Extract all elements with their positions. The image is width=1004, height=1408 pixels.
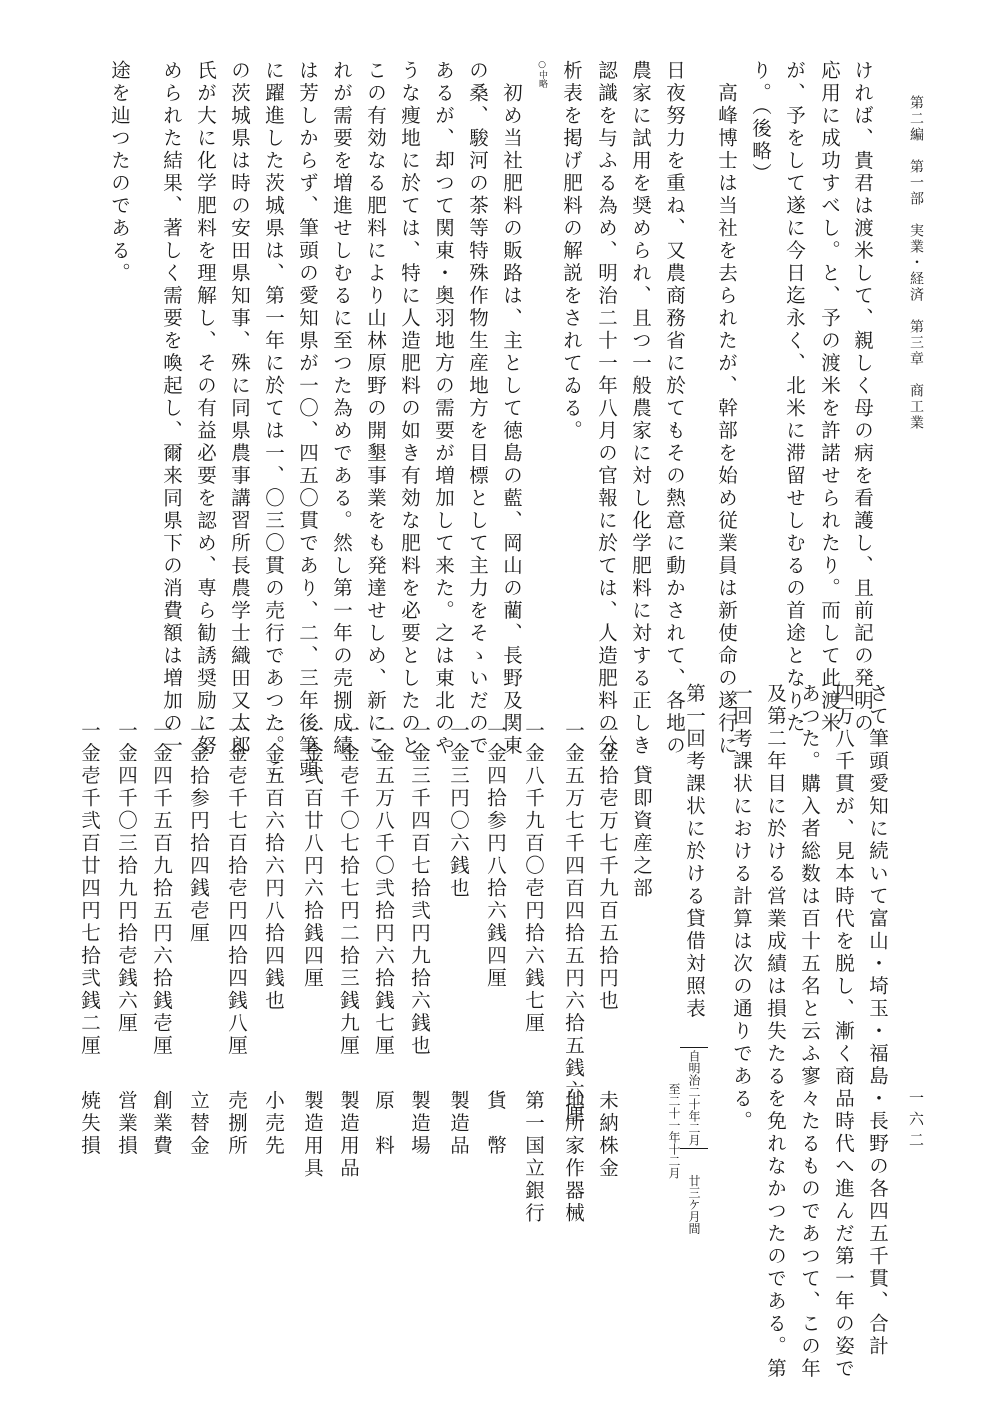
upper-line: あるが、却つて関東・奥羽地方の需要が増加して来た。之は東北のや [432, 60, 455, 758]
table-row-item: 地所家作器械 [562, 1090, 585, 1225]
upper-line: 日夜努力を重ね、又農商務省に於てもその熱意に動かされて、各地の [663, 60, 686, 758]
upper-line: 途を辿つたのである。 [108, 60, 131, 285]
table-row-amount: 一金壱千〇七拾七円二拾三銭九厘 [337, 720, 360, 1058]
upper-line: に躍進した茨城県は、第一年に於ては一、〇三〇貫の売行であつた。こ [262, 60, 285, 780]
upper-line: り。（後略） [749, 60, 772, 186]
running-header: 第二編 第一部 実業・経済 第三章 商工業 [908, 95, 924, 431]
upper-line: の桑、駿河の茶等特殊作物生産地方を目標として主力をそゝいだので [466, 60, 489, 758]
table-row-item: 製造用具 [301, 1090, 324, 1180]
table-row-item: 製造用品 [337, 1090, 360, 1180]
upper-line: められた結果、著しく需要を喚起し、爾来同県下の消費額は増加の一 [160, 60, 183, 758]
table-row-item: 未納株金 [596, 1090, 619, 1180]
upper-line: は芳しからず、筆頭の愛知県が一〇、四五〇貫であり、二、三年後筆頭 [296, 60, 319, 780]
table-row-amount: 一金三円〇六銭也 [447, 720, 470, 900]
upper-line: 初め当社肥料の販路は、主として徳島の藍、岡山の藺、長野及関東 [500, 60, 523, 758]
table-row-item: 営業損 [115, 1090, 138, 1158]
upper-line: 析表を掲げ肥料の解説をされてゐる。 [560, 60, 583, 443]
upper-line: うな痩地に於ては、特に人造肥料の如き有効な肥料を必要としたのと [398, 60, 421, 758]
omission-note: ○中略 [537, 60, 547, 88]
table-row-amount: 一金三千四百七拾弐円九拾六銭也 [408, 720, 431, 1058]
table-row-amount: 一金五万七千四百四拾五円六拾五銭六厘 [562, 720, 585, 1125]
table-row-item: 製造場 [408, 1090, 431, 1158]
lower-line: 及第二年目に於ける営業成績は損失たるを免れなかつたのである。第 [764, 683, 787, 1381]
table-row-item: 製造品 [447, 1090, 470, 1158]
upper-line: の茨城県は時の安田県知事、殊に同県農事講習所長農学士織田又太郎 [228, 60, 251, 758]
table-row-item: 立替金 [187, 1090, 210, 1158]
table-row-amount: 一金四千〇三拾九円拾壱銭六厘 [115, 720, 138, 1035]
upper-line: れが需要を増進せしむるに至つた為めである。然し第一年の売捌成績 [330, 60, 353, 758]
table-section-heading: 貸即資産之部 [630, 765, 653, 900]
page-number: 一六二 [907, 1090, 925, 1153]
table-row-amount: 一金五万八千〇弐拾円六拾銭七厘 [372, 720, 395, 1058]
table-title [680, 683, 708, 1235]
upper-line: この有効なる肥料により山林原野の開墾事業をも発達せしめ、新にこ [364, 60, 387, 758]
lower-line: さて筆頭愛知に続いて富山・埼玉・福島・長野の各四五千貫、合計 [866, 683, 889, 1358]
table-row-amount: 一金八千九百〇壱円拾六銭七厘 [522, 720, 545, 1035]
table-row-amount: 一金拾壱万七千九百五拾円也 [596, 720, 619, 1013]
table-row-item: 原 料 [372, 1090, 395, 1158]
upper-line: 氏が大に化学肥料を理解し、その有益必要を認め、専ら勧誘奨励に努 [194, 60, 217, 758]
table-row-item: 第一国立銀行 [522, 1090, 545, 1225]
table-row-amount: 一金五百六拾六円八拾四銭也 [262, 720, 285, 1013]
table-period-duration: 廿三ケ月間 [687, 1174, 701, 1235]
lower-line: 一回考課状における計算は次の通りである。 [730, 683, 753, 1133]
table-row-amount: 一金弐百廿八円六拾銭四厘 [301, 720, 324, 990]
table-period-to: 至二十一年十二月 [667, 1083, 681, 1179]
table-row-item: 売捌所 [225, 1090, 248, 1158]
table-row-item: 創業費 [150, 1090, 173, 1158]
table-row-amount: 一金拾参円拾四銭壱厘 [187, 720, 210, 945]
upper-line: ければ、貴君は渡米して、親しく母の病を看護し、且前記の発明の [851, 60, 874, 735]
table-row-amount: 一金四拾参円八拾六銭四厘 [484, 720, 507, 990]
table-title-text: 第一回考課状に於ける貸借対照表 [683, 683, 706, 1021]
upper-line: 認識を与ふる為め、明治二十一年八月の官報に於ては、人造肥料の分 [595, 60, 618, 758]
table-row-item: 焼失損 [78, 1090, 101, 1158]
table-row-amount: 一金四千五百九拾五円六拾銭壱厘 [150, 720, 173, 1058]
upper-line: 応用に成功すべし。と、予の渡米を許諾せられたり。而して此渡米 [818, 60, 841, 735]
lower-line: 四万八千貫が、見本時代を脱し、漸く商品時代へ進んだ第一年の姿で [832, 683, 855, 1381]
upper-line: 高峰博士は当社を去られたが、幹部を始め従業員は新使命の遂行に [715, 60, 738, 758]
table-row-item: 小売先 [262, 1090, 285, 1158]
table-row-item: 貨 幣 [484, 1090, 507, 1158]
table-row-amount: 一金壱千七百拾壱円四拾四銭八厘 [225, 720, 248, 1058]
table-period-from: 自明治二十年二月 [687, 1049, 701, 1146]
upper-line: 農家に試用を奨められ、且つ一般農家に対し化学肥料に対する正しき [629, 60, 652, 758]
lower-line: あつた。購入者総数は百十五名と云ふ寥々たるものであつて、この年 [798, 683, 821, 1381]
upper-line: が、予をして遂に今日迄永く、北米に滞留せしむるの首途となりた [783, 60, 806, 735]
table-row-amount: 一金壱千弐百廿四円七拾弐銭二厘 [78, 720, 101, 1058]
